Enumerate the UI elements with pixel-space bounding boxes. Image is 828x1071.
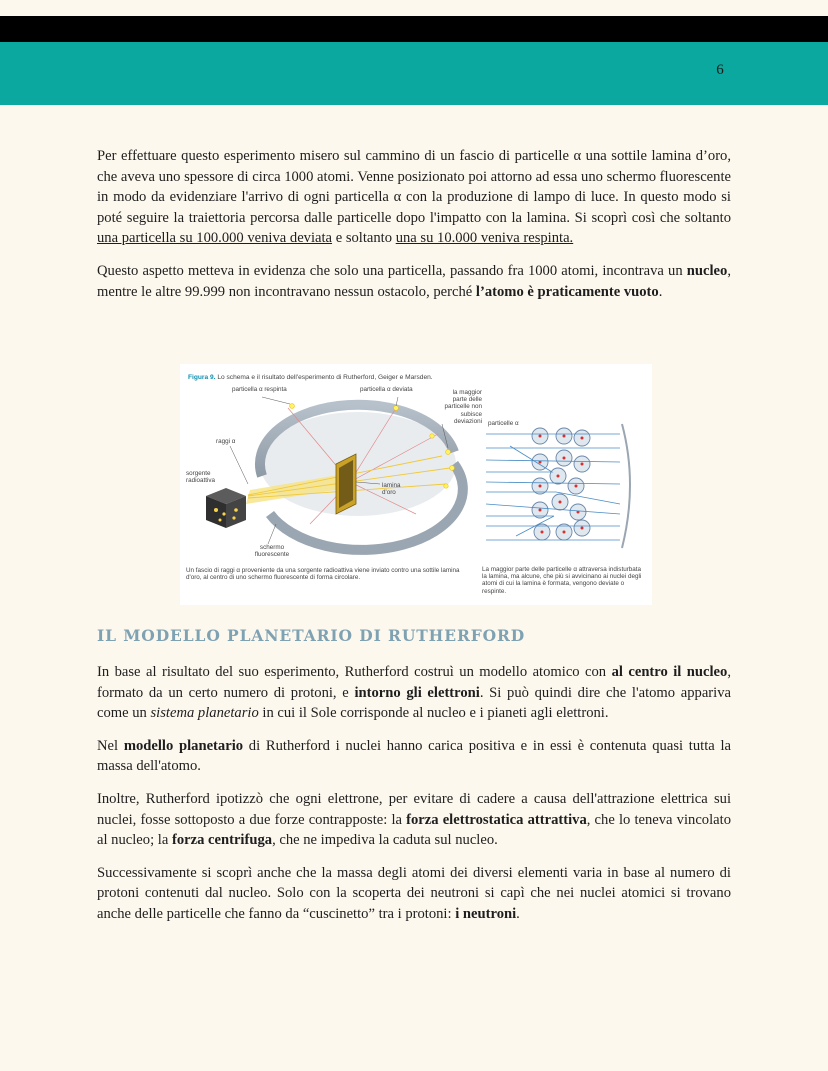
text-run: , mentre le altre 99.999 non incontravano nessun ostacolo, perché (97, 262, 731, 300)
screen-arc-right (622, 424, 630, 548)
screen-floor (260, 412, 456, 516)
particle-trajectories (486, 434, 620, 540)
bold-text: al centro il nucleo (611, 664, 728, 680)
paragraph-neutrons (97, 863, 731, 925)
underlined-text: una particella su 100.000 veniva deviata (97, 230, 333, 247)
text-run: . (516, 905, 520, 922)
text-run: Successivamente si scoprì anche che la massa degli atomi dei diversi elementi varia in base al numero di protoni contenuti dal nucleo. Solo con la scoperta dei neutroni si capì che nei nuclei atomici si trovano anche delle particelle che fanno da “cuscinetto” tra i protoni: (97, 864, 731, 922)
text-run: in cui il Sole corrisponde al nucleo e i pianeti agli elettroni. (258, 705, 609, 722)
label-deviata: particella α deviata (360, 386, 413, 393)
bold-text: forza centrifuga (171, 832, 273, 849)
bold-text: modello planetario (123, 737, 244, 754)
text-run: , formato da un certo numero di protoni, e (97, 664, 731, 701)
bold-text: nucleo (686, 262, 728, 279)
text-run: Nel (97, 737, 124, 754)
label-lamina: lamina d'oro (382, 482, 401, 497)
figure-caption-text: Lo schema e il risultato dell'esperimento di Rutherford, Geiger e Marsden. (215, 374, 433, 381)
italic-text: sistema planetario (150, 705, 259, 722)
paragraph-empty-atom (97, 261, 731, 302)
underlined-text: una su 10.000 veniva respinta. (395, 230, 574, 247)
paragraph-nucleus-charge (97, 736, 731, 777)
label-particelle: particelle α (488, 420, 519, 427)
text-run: In base al risultato del suo esperimento, Rutherford costruì un modello atomico con (97, 664, 612, 680)
text-run: Inoltre, Rutherford ipotizzò che ogni elettrone, per evitare di cadere a causa dell'attrazione elettrica sui nuclei, fosse sottoposto a due forze contrapposte: la (97, 790, 731, 828)
text-run: Per effettuare questo esperimento misero sul cammino di un fascio di particelle α una sottile lamina d’oro, che aveva uno spessore di circa 1000 atomi. Venne posizionato poi attorno ad essa uno schermo fluorescente in modo da evidenziare l'arrivo di ogni particella α con la produzione di lampo di luce. In questo modo si poté seguire la traiettoria percorsa dalle particelle dopo l'impatto con la lamina. Si scoprì così che soltanto (97, 148, 731, 226)
paragraph-experiment (97, 146, 731, 249)
paragraph-forces (97, 789, 731, 851)
page-number: 6 (716, 62, 724, 78)
label-sorgente: sorgente radioattiva (186, 470, 216, 485)
label-schermo: schermo fluorescente (254, 544, 290, 559)
text-run: . (658, 283, 663, 300)
paragraph-planetary-model (97, 662, 731, 724)
label-respinta: particella α respinta (232, 386, 287, 393)
bold-text: intorno gli elettroni (354, 684, 480, 701)
top-black-bar (0, 16, 828, 42)
figure-right-caption: La maggior parte delle particelle α attraversa indisturbata la lamina, ma alcune, che più si avvicinano ai nuclei degli atomi di cui la lamina è formata, vengono deviate o respinte. (482, 566, 642, 595)
text-run: e soltanto (332, 230, 396, 247)
text-run: , che ne impediva la caduta sul nucleo. (272, 832, 498, 849)
text-run: . Si può quindi dire che l'atomo appariva come un (97, 684, 731, 722)
bold-text: i neutroni (455, 905, 517, 922)
bold-text: forza elettrostatica attrattiva (406, 811, 587, 828)
figure-caption-label: Figura 9. (188, 374, 216, 381)
label-raggi: raggi α (216, 438, 236, 445)
figure-left-caption: Un fascio di raggi α proveniente da una sorgente radioattiva viene inviato contro una sottile lamina d'oro, al centro di uno schermo fluorescente di forma circolare. (186, 567, 460, 582)
intro-content (97, 146, 731, 302)
figure-rutherford-experiment (180, 364, 652, 605)
model-content (97, 662, 731, 925)
label-maggior: la maggior parte delle particelle non subisce deviazioni (444, 389, 482, 425)
bold-text: l’atomo è praticamente vuoto (475, 283, 659, 300)
section-title: IL MODELLO PLANETARIO DI RUTHERFORD (97, 626, 526, 645)
text-run: Questo aspetto metteva in evidenza che solo una particella, passando fra 1000 atomi, incontrava un (97, 262, 687, 279)
text-run: di Rutherford i nuclei hanno carica positiva e in essi è contenuta quasi tutta la massa dell'atomo. (97, 737, 731, 775)
text-run: , che lo teneva vincolato al nucleo; la (97, 811, 731, 849)
